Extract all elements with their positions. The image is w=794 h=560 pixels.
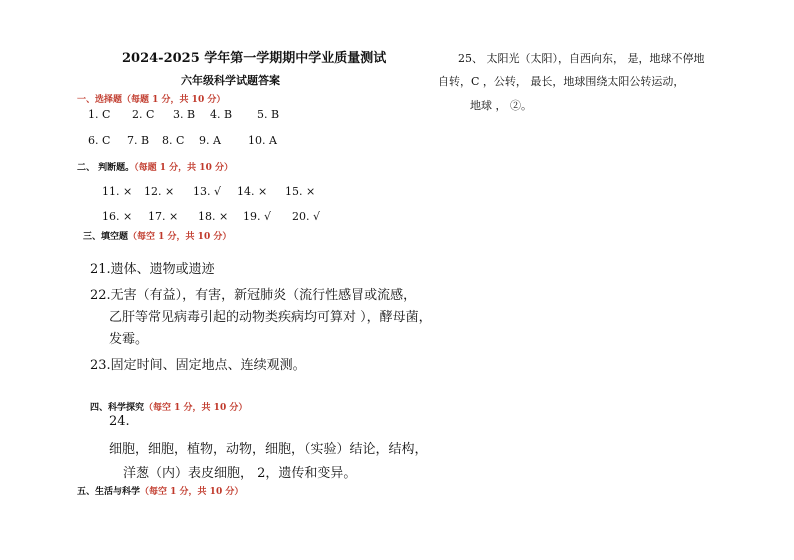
right-answer-line-1: 25、 太阳光（太阳），自西向东， 是，地球不停地 [458, 52, 705, 65]
explore-number: 24. [109, 414, 130, 429]
section-note: （每空 1 分，共 10 分） [128, 232, 232, 242]
section-note: （每题 1 分，共 10 分） [134, 163, 233, 173]
page-title: 2024-2025 学年第一学期期中学业质量测试 [122, 51, 387, 66]
section-choice-heading [77, 92, 225, 105]
section-label: 二、 判断题。 [77, 163, 135, 173]
answer-item: 6. C [88, 134, 111, 147]
fill-answer-23: 23.固定时间、固定地点、连续观测。 [90, 358, 306, 373]
answer-item: 10. A [248, 134, 277, 147]
answer-item: 2. C [132, 108, 155, 121]
section-explore-heading [90, 400, 247, 413]
section-note: （每空 1 分，共 10 分） [144, 403, 248, 413]
section-note: （每题 1 分，共 10 分） [122, 95, 226, 105]
answer-item: 13. √ [193, 185, 221, 198]
section-label: 一、选择题 [77, 95, 123, 105]
section-judge-heading [77, 160, 233, 173]
answer-item: 11. × [102, 185, 133, 198]
answer-item: 3. B [173, 108, 196, 121]
answer-item: 9. A [199, 134, 221, 147]
section-fill-heading [83, 229, 231, 242]
right-answer-line-2: 自转，C ，公转， 最长，地球围绕太阳公转运动， [438, 75, 685, 88]
answer-item: 18. × [198, 210, 229, 223]
answer-item: 14. × [237, 185, 268, 198]
fill-answer-22-line-3: 发霉。 [109, 332, 149, 347]
section-label: 四、科学探究 [90, 403, 145, 413]
explore-answer-line-2: 洋葱（内）表皮细胞， 2，遗传和变异。 [123, 466, 357, 481]
answer-item: 16. × [102, 210, 133, 223]
right-answer-line-3: 地球 ， ②。 [470, 99, 532, 112]
answer-item: 5. B [257, 108, 280, 121]
answer-item: 15. × [285, 185, 316, 198]
section-life-heading [77, 484, 243, 497]
answer-item: 4. B [210, 108, 233, 121]
answer-item: 17. × [148, 210, 179, 223]
answer-item: 1. C [88, 108, 111, 121]
answer-item: 19. √ [243, 210, 271, 223]
section-note: （每空 1 分，共 10 分） [140, 487, 244, 497]
page-subtitle: 六年级科学试题答案 [181, 74, 280, 87]
fill-answer-22-line-2: 乙肝等常见病毒引起的动物类疾病均可算对 ），酵母菌， [109, 310, 432, 325]
answer-item: 7. B [127, 134, 150, 147]
section-label: 三、填空题 [83, 232, 129, 242]
answer-item: 8. C [162, 134, 185, 147]
answer-item: 12. × [144, 185, 175, 198]
fill-answer-22-line-1: 22.无害（有益），有害，新冠肺炎（流行性感冒或流感， [90, 288, 417, 303]
fill-answer-21: 21.遗体、遗物或遗迹 [90, 262, 215, 277]
answer-item: 20. √ [292, 210, 320, 223]
explore-answer-line-1: 细胞，细胞，植物，动物，细胞，（实验）结论，结构， [109, 442, 428, 457]
section-label: 五、生活与科学 [77, 487, 141, 497]
